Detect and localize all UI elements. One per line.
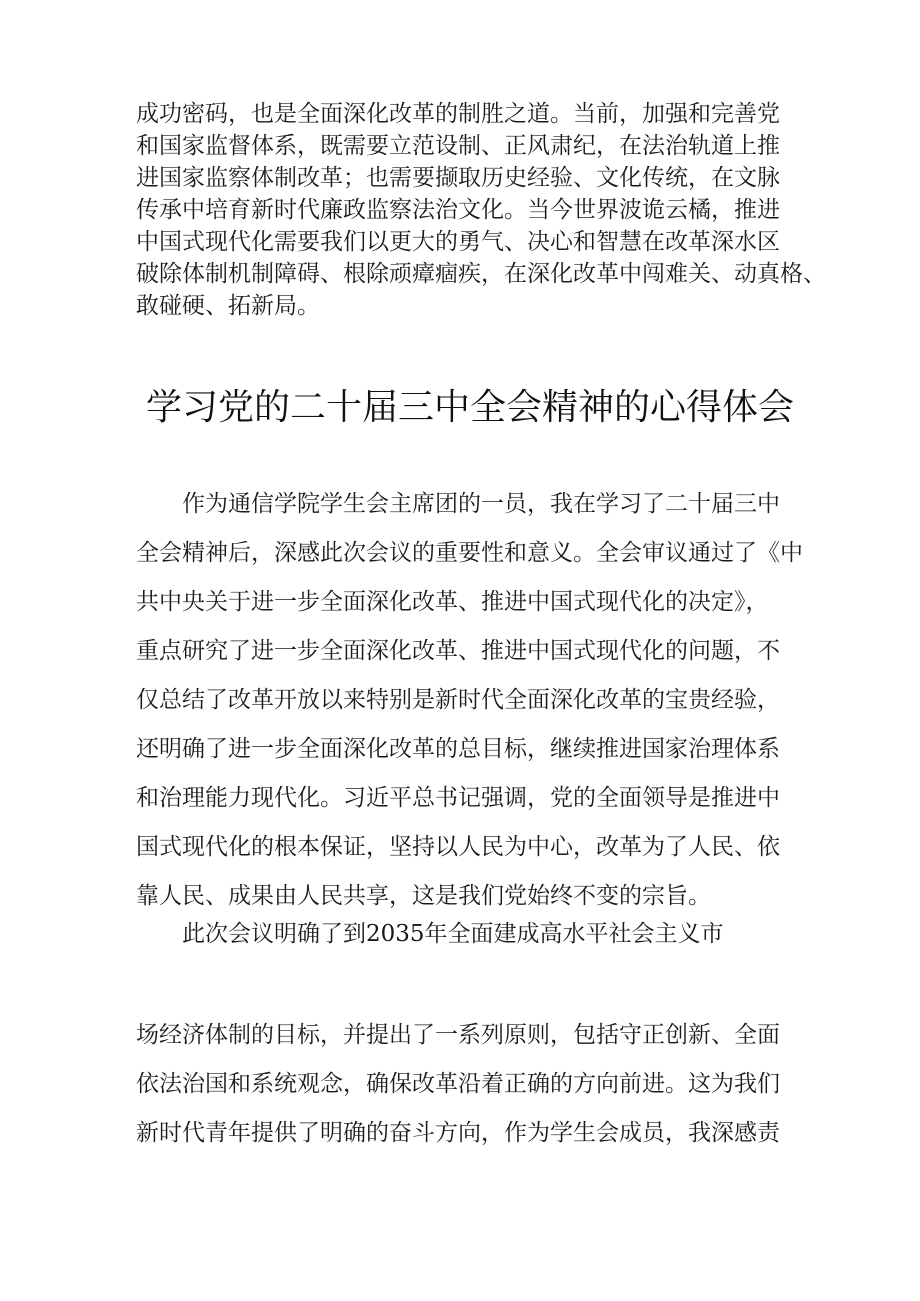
paragraph-intro <box>136 480 803 921</box>
text-line: 仅总结了改革开放以来特别是新时代全面深化改革的宝贵经验， <box>136 687 780 713</box>
text-line: 全会精神后，深感此次会议的重要性和意义。全会审议通过了《中 <box>136 540 803 566</box>
paragraph-second <box>136 910 786 959</box>
text-line: 作为通信学院学生会主席团的一员，我在学习了二十届三中 <box>182 491 780 517</box>
text-line: 传承中培育新时代廉政监察法治文化。当今世界波诡云橘，推进 <box>136 197 780 223</box>
text-line: 此次会议明确了到2035年全面建成高水平社会主义市 <box>182 921 724 947</box>
text-line: 场经济体制的目标，并提出了一系列原则，包括守正创新、全面 <box>136 1022 780 1048</box>
text-line: 依法治国和系统观念，确保改革沿着正确的方向前进。这为我们 <box>136 1071 780 1097</box>
text-line: 破除体制机制障碍、根除顽瘴痼疾，在深化改革中闯难关、动真格、 <box>136 261 826 287</box>
text-line: 和治理能力现代化。习近平总书记强调，党的全面领导是推进中 <box>136 785 780 811</box>
paragraph-bottom <box>136 1011 786 1158</box>
text-line: 中国式现代化需要我们以更大的勇气、决心和智慧在改革深水区 <box>136 229 780 255</box>
text-line: 重点研究了进一步全面深化改革、推进中国式现代化的问题，不 <box>136 638 780 664</box>
text-line: 和国家监督体系，既需要立范设制、正风肃纪，在法治轨道上推 <box>136 133 780 159</box>
text-line: 共中央关于进一步全面深化改革、推进中国式现代化的决定》， <box>136 589 769 615</box>
text-line: 敢碰硬、拓新局。 <box>136 293 320 319</box>
text-line: 新时代青年提供了明确的奋斗方向，作为学生会成员，我深感责 <box>136 1120 780 1146</box>
paragraph-top <box>136 98 826 322</box>
text-line: 靠人民、成果由人民共享，这是我们党始终不变的宗旨。 <box>136 883 711 909</box>
text-line: 还明确了进一步全面深化改革的总目标，继续推进国家治理体系 <box>136 736 780 762</box>
text-line: 成功密码，也是全面深化改革的制胜之道。当前，加强和完善党 <box>136 101 780 127</box>
text-line: 进国家监察体制改革；也需要撷取历史经验、文化传统，在文脉 <box>136 165 780 191</box>
text-line: 国式现代化的根本保证，坚持以人民为中心，改革为了人民、依 <box>136 834 780 860</box>
section-heading: 学习党的二十届三中全会精神的心得体会 <box>146 387 795 428</box>
